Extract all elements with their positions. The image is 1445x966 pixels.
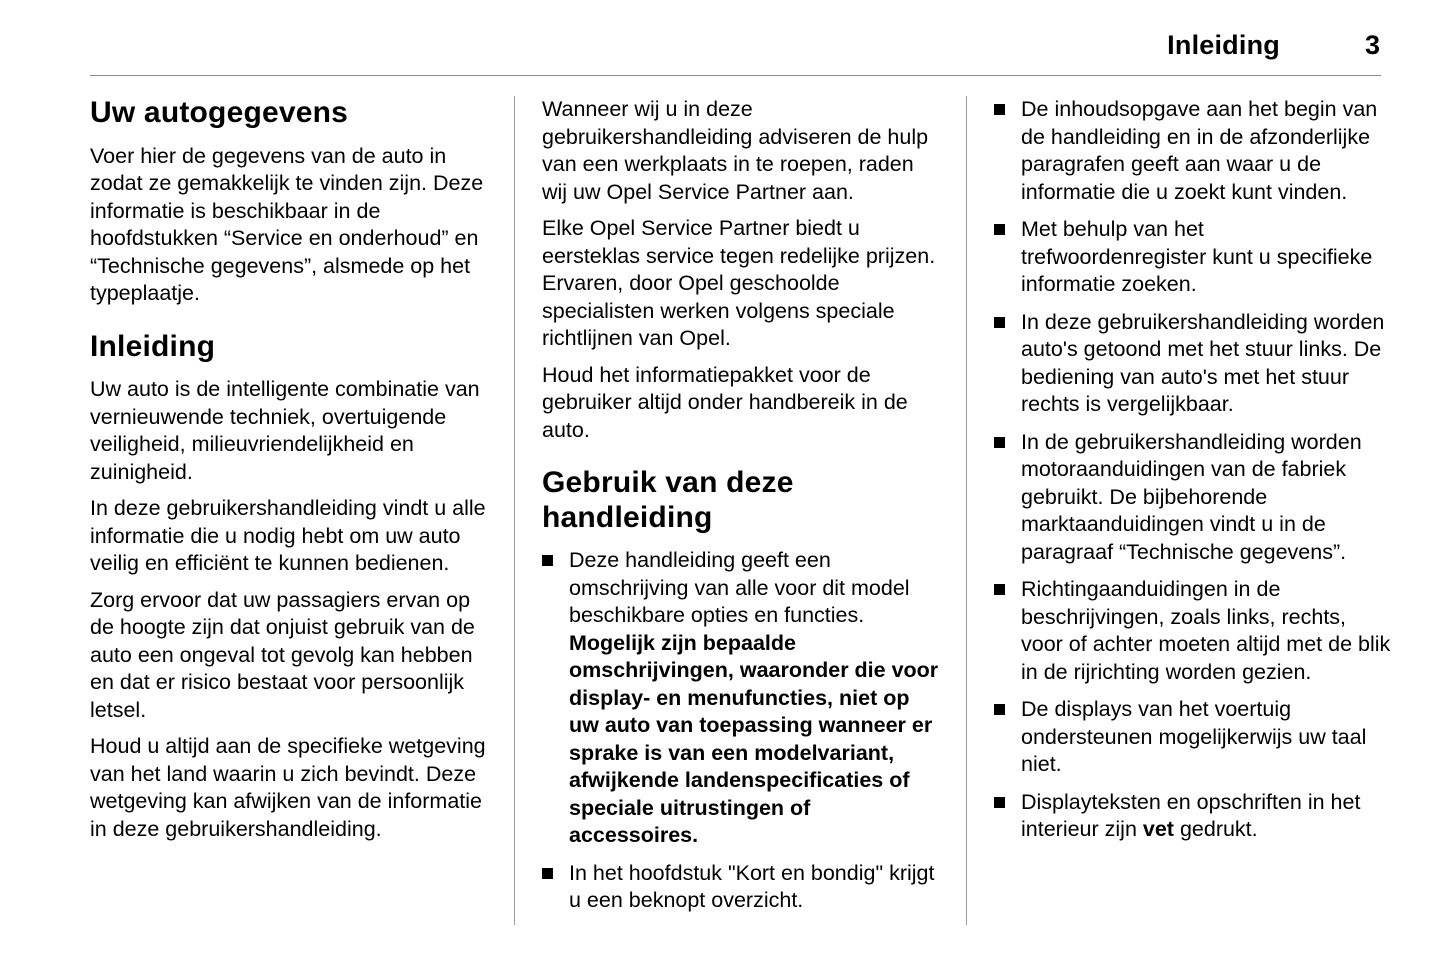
- square-bullet-icon: [994, 437, 1005, 448]
- page-title: Inleiding: [1167, 30, 1280, 60]
- bullet-item: [994, 576, 1391, 686]
- bullet-item: [994, 696, 1391, 779]
- paragraph: Voer hier de gegevens van de auto in zodat ze gemakkelijk te vinden zijn. Deze informatie is beschikbaar in de hoofdstukken “Service en onderhoud” en “Technische gegevens”, alsmede op het typeplaatje.: [90, 143, 484, 305]
- bullet-item: [994, 429, 1391, 567]
- bullet-item: [994, 309, 1391, 419]
- bullet-text: Richtingaanduidingen in de beschrijvingen, zoals links, rechts, voor of achter moeten altijd met de blik in de rijrichting worden gezien.: [1021, 577, 1391, 684]
- square-bullet-icon: [994, 797, 1005, 808]
- bullet-text: gedrukt.: [1173, 817, 1258, 841]
- section-heading-inleiding: Inleiding: [90, 329, 216, 363]
- section-heading-uw-autogegevens: Uw autogegevens: [90, 96, 349, 129]
- bullet-list: [994, 96, 1391, 844]
- column-2: [542, 96, 939, 925]
- paragraph: In deze gebruikershandleiding vindt u alle informatie die u nodig hebt om uw auto veilig en efficiënt te kunnen bedienen.: [90, 496, 486, 575]
- bullet-text: Deze handleiding geeft een omschrijving van alle voor dit model beschikbare opties en functies.: [569, 548, 910, 627]
- page-number: 3: [1364, 30, 1380, 60]
- paragraph: Houd het informatiepakket voor de gebruiker altijd onder handbereik in de auto.: [542, 362, 908, 442]
- column-3: [994, 96, 1391, 925]
- bullet-text: De inhoudsopgave aan het begin van de handleiding en in de afzonderlijke paragrafen geeft aan waar u de informatie die u zoekt kunt vinden.: [1021, 97, 1378, 204]
- content-columns: [90, 96, 1391, 925]
- paragraph: Uw auto is de intelligente combinatie van vernieuwende techniek, overtuigende veiligheid, milieuvriendelijkheid en zuinigheid.: [90, 377, 480, 484]
- square-bullet-icon: [542, 868, 553, 879]
- header-divider: [90, 75, 1381, 76]
- bullet-text: De displays van het voertuig ondersteunen mogelijkerwijs uw taal niet.: [1021, 697, 1367, 776]
- section-heading-gebruik: Gebruik van deze handleiding: [542, 466, 794, 534]
- page-header: [0, 0, 1445, 61]
- bullet-text: In de gebruikershandleiding worden motoraanduidingen van de fabriek gebruikt. De bijbehorende marktaanduidingen vindt u in de paragraaf “Technische gegevens”.: [1021, 429, 1362, 564]
- paragraph: Houd u altijd aan de specifieke wetgeving van het land waarin u zich bevindt. Deze wetgeving kan afwijken van de informatie in deze gebruikershandleiding.: [90, 734, 486, 841]
- bullet-item: [542, 860, 939, 915]
- square-bullet-icon: [994, 317, 1005, 328]
- column-divider: [966, 96, 967, 925]
- bullet-item: [542, 547, 939, 850]
- paragraph: Wanneer wij u in deze gebruikershandleiding adviseren de hulp van een werkplaats in te roepen, raden wij uw Opel Service Partner aan.: [542, 97, 929, 204]
- bullet-text: Met behulp van het trefwoordenregister kunt u specifieke informatie zoeken.: [1021, 217, 1373, 296]
- bullet-text-bold: vet: [1142, 817, 1174, 841]
- square-bullet-icon: [542, 555, 553, 566]
- bullet-text-bold: Mogelijk zijn bepaalde omschrijvingen, waaronder die voor display- en menufuncties, niet op uw auto van toepassing wanneer er sprake is van een modelvariant, afwijkende landenspecificaties of speciale uitrustingen of accessoires.: [569, 630, 939, 847]
- column-divider: [514, 96, 515, 925]
- square-bullet-icon: [994, 224, 1005, 235]
- bullet-text: In het hoofdstuk "Kort en bondig" krijgt u een beknopt overzicht.: [569, 860, 935, 912]
- square-bullet-icon: [994, 584, 1005, 595]
- bullet-item: [994, 216, 1391, 299]
- square-bullet-icon: [994, 704, 1005, 715]
- bullet-item: [994, 789, 1391, 844]
- bullet-text: In deze gebruikershandleiding worden auto's getoond met het stuur links. De bediening van auto's met het stuur rechts is vergelijkbaar.: [1021, 309, 1385, 416]
- bullet-text: Displayteksten en opschriften in het interieur zijn: [1021, 789, 1361, 841]
- paragraph: Zorg ervoor dat uw passagiers ervan op de hoogte zijn dat onjuist gebruik van de auto een ongeval tot gevolg kan hebben en dat er risico bestaat voor persoonlijk letsel.: [90, 587, 475, 722]
- bullet-item: [994, 96, 1391, 206]
- bullet-list: [542, 547, 939, 915]
- paragraph: Elke Opel Service Partner biedt u eersteklas service tegen redelijke prijzen. Ervaren, door Opel geschoolde specialisten werken volgens speciale richtlijnen van Opel.: [542, 216, 936, 350]
- square-bullet-icon: [994, 104, 1005, 115]
- column-1: [90, 96, 487, 925]
